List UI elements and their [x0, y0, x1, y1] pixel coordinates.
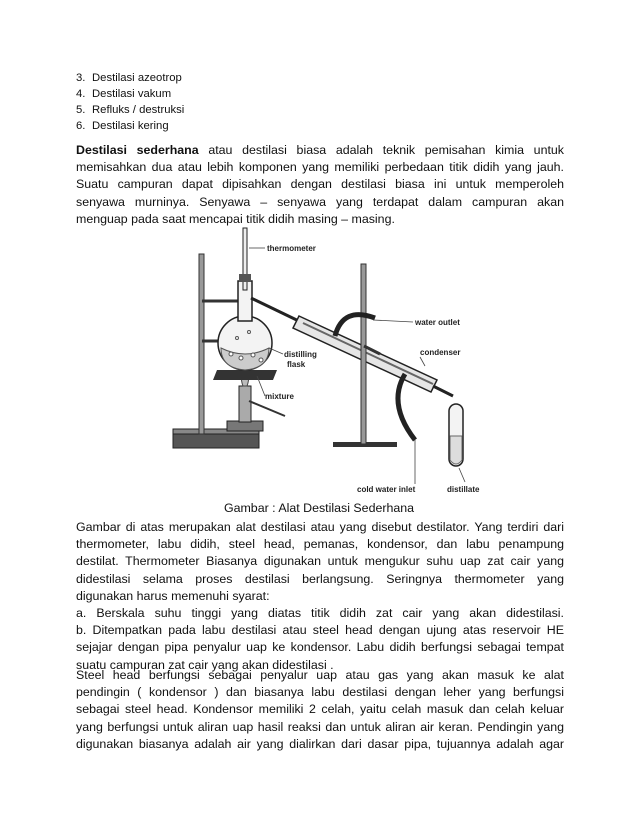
distilling-flask-label: distilling	[284, 350, 317, 359]
list-item: 5. Refluks / destruksi	[76, 104, 185, 116]
list-item: 3. Destilasi azeotrop	[76, 72, 182, 84]
list-item: 6. Destilasi kering	[76, 120, 169, 132]
term-destilasi-sederhana: Destilasi sederhana	[76, 143, 199, 157]
right-stand-rod	[361, 264, 366, 444]
mixture-label: mixture	[265, 392, 294, 401]
list-item: 4. Destilasi vakum	[76, 88, 172, 100]
paragraph-simple-distillation: Destilasi sederhana atau destilasi biasa adalah teknik pemisahan kimia untuk memisahkan dua atau lebih komponen yang memiliki perbedaan titik didih yang jauh. Suatu campuran dapat dipisahkan dengan destilasi biasa ini untuk memperoleh senyawa murninya. Senyawa – senyawa yang terdapat dalam campuran akan menguap pada saat mencapai titik didih masing – masing.	[76, 143, 564, 226]
distillation-apparatus-figure	[165, 226, 510, 496]
distillation-diagram	[165, 226, 510, 496]
distillation-type-list	[76, 70, 184, 134]
paragraph-apparatus-description: Gambar di atas merupakan alat destilasi atau yang disebut destilator. Yang terdiri dari thermometer, labu didih, steel head, pemanas, kondensor, dan labu penampung destilat. Thermometer Biasanya digunakan untuk mengukur suhu uap zat cair yang didestilasi selama proses destilasi berlangsung. Seringnya thermometer yang digunakan harus memenuhi syarat: a. Berskala suhu tinggi yang diatas titik didih zat cair yang akan didestilasi. b. Ditempatkan pada labu destilasi atau steel head dengan ujung atas reservoir HE sejajar dengan pipa penyalur uap ke kondensor. Labu didih berfungsi sebagai tempat suatu campuran zat cair yang akan didestilasi .	[76, 520, 564, 672]
thermometer-label: thermometer	[267, 244, 316, 253]
left-stand-rod	[199, 254, 204, 434]
condenser-label: condenser	[420, 348, 461, 357]
paragraph-steel-head: Steel head berfungsi sebagai penyalur uap atau gas yang akan masuk ke alat pendingin ( kondensor ) dan biasanya labu destilasi dengan leher yang berfungsi sebagai steel head. Kondensor memiliki 2 celah, yaitu celah masuk dan celah keluar yang berfungsi untuk aliran uap hasil reaksi dan untuk aliran air keran. Pendingin yang digunakan biasanya adalah air yang dialirkan dari dasar pipa, tujuannya adalah agar	[76, 668, 564, 751]
wire-gauze	[213, 370, 277, 380]
distilling-flask-label-2: flask	[287, 360, 306, 369]
figure-caption: Gambar : Alat Destilasi Sederhana	[223, 501, 415, 515]
water-outlet-hose	[335, 315, 375, 336]
cold-water-inlet-label: cold water inlet	[357, 485, 416, 494]
distillate-label: distillate	[447, 485, 480, 494]
water-outlet-label: water outlet	[415, 318, 460, 327]
